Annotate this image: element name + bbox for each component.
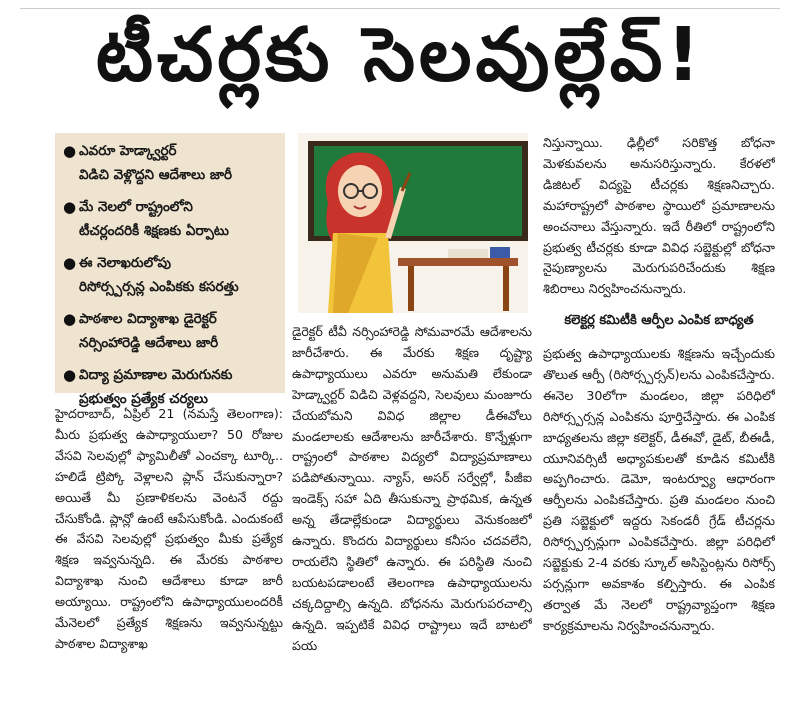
highlight-text: విద్యా ప్రమాణాల మెరుగునకు ప్రభుత్వం ప్రత్యేక చర్యలు: [79, 367, 233, 407]
teacher-illustration: [298, 133, 528, 313]
article-column-3-bottom: ప్రభుత్వ ఉపాధ్యాయులకు శిక్షణను ఇచ్చేందుకు తొలుత ఆర్పీ (రిసోర్స్పర్సన్)లను ఎంపికచేస్తారు. ఈనెల 30లోగా మండలం, జిల్లా పరిధిలో రిసోర్స్పర్సన్ల ఎంపికను పూర్తిచేస్తారు. ఈ ఎంపిక బాధ్యతలను జిల్లా కలెక్టర్, డీఈవో, డైట్, బీఈడీ, యూనివర్సిటీ అధ్యాపకులతో కూడిన కమిటీకి అప్పగించారు. డెమో, ఇంటర్వ్యూ ఆధారంగా ఆర్పీలను ఎంపికచేస్తారు. ప్రతి మండలం నుంచి ప్రతి సబ్జెక్టులో ఇద్దరు సెకండరీ గ్రేడ్ టీచర్లను రిసోర్స్పర్సన్లుగా ఎంపికచేస్తారు. జిల్లా పరిధిలో సబ్జెక్టుకు 2-4 వరకు స్కూల్ అసిస్టెంట్లను రిసోర్స్ పర్సన్లుగా అవకాశం కల్పిస్తారు. ఈ ఎంపిక తర్వాత మే నెలలో రాష్ట్రవ్యాప్తంగా శిక్షణ కార్యక్రమాలను నిర్వహించనున్నారు.: [543, 346, 775, 633]
article-column-2: డైరెక్టర్ టీవీ నర్సింహారెడ్డి సోమవారమే ఆదేశాలను జారీచేశారు. ఈ మేరకు శిక్షణ దృష్ట్యా ఉపాధ్యాయులు ఎవరూ అనుమతి లేకుండా హెడ్క్వార్టర్ విడిచి వెళ్లవద్దని, సెలవులు మంజూరు చేయబోమని వివిధ జిల్లాల డీఈవోలు మండలాలకు ఆదేశాలను జారీచేశారు. కొన్నేళ్లుగా రాష్ట్రంలో పాఠశాల విద్యలో విద్యాప్రమాణాలు పడిపోతున్నాయి. న్యాస్, అసర్ సర్వేల్లో, పీజీఐ ఇండెక్స్ సహా ఏది తీసుకున్నా ప్రాథమిక, ఉన్నత అన్న తేడాల్లేకుండా విద్యార్థులు వెనుకంజలో ఉన్నారు. కొందరు విద్యార్థులు కనీసం చదవలేని, రాయలేని స్థితిలో ఉన్నారు. ఈ పరిస్థితి నుంచి బయటపడాలంటే తెలంగాణ ఉపాధ్యాయులను చక్కదిద్దాల్సి ఉన్నది. బోధనను మెరుగుపరచాల్సి ఉన్నది. ఇప్పటికే వివిధ రాష్ట్రాలు ఇదే బాటలో పయ: [292, 324, 532, 653]
bullet-icon: ●: [63, 198, 77, 216]
highlight-item: [63, 251, 277, 299]
article-column-3-top: నిస్తున్నాయి. ఢిల్లీలో సరికొత్త బోధనా మెళకువలను అనుసరిస్తున్నారు. కేరళలో డిజిటల్ విద్యపై టీచర్లకు శిక్షణనిచ్చారు. మహారాష్ట్రలో పాఠశాల స్థాయిలో ప్రమాణాలను అంచనాలు వేస్తున్నారు. ఇదే రీతిలో రాష్ట్రంలోని ప్రభుత్వ టీచర్లకు కూడా వివిధ సబ్జెక్టుల్లో బోధనా నైపుణ్యాలను మెరుగుపరిచేందుకు శిక్షణ శిబిరాలు నిర్వహించనున్నారు.: [543, 135, 775, 297]
bullet-icon: ●: [63, 142, 77, 160]
highlight-text: ఎవరూ హెడ్క్వార్టర్ విడిచి వెళ్లొద్దని ఆదేశాలు జారీ: [79, 143, 233, 183]
highlight-text: ఈ నెలాఖరులోపు రిసోర్స్పర్సన్ల ఎంపికకు కసరత్తు: [79, 255, 239, 295]
highlight-text: పాఠశాల విద్యాశాఖ డైరెక్టర్ నర్సింహారెడ్డి ఆదేశాలు జారీ: [79, 311, 219, 351]
bullet-icon: ●: [63, 254, 77, 272]
article-column-1: హైదరాబాద్, ఏప్రిల్ 21 (నమస్తే తెలంగాణ): మీరు ప్రభుత్వ ఉపాధ్యాయులా? 50 రోజుల వేసవి సెలవుల్లో ఫ్యామిలీతో ఎంచక్కా టూర్కి.. హలిడే ట్రిప్కో వెళ్లాలని ప్లాన్ చేసుకున్నారా? అయితే మీ ప్రణాళికలను వెంటనే రద్దు చేసుకోండి. ప్లాన్లో ఉంటే ఆపేసుకోండి. ఎందుకంటే ఈ వేసవి సెలవుల్లో ప్రభుత్వం మీకు ప్రత్యేక శిక్షణ ఇవ్వనున్నది. ఈ మేరకు పాఠశాల విద్యాశాఖ నుంచి ఆదేశాలు కూడా జారీ అయ్యాయి. రాష్ట్రంలోని ఉపాధ్యాయులందరికీ మేనెలలో ప్రత్యేక శిక్షణను ఇవ్వనున్నట్టు పాఠశాల విద్యాశాఖ: [55, 406, 283, 651]
desk-top: [398, 258, 518, 266]
bullet-icon: ●: [63, 310, 77, 328]
highlight-text: మే నెలలో రాష్ట్రంలోని టీచర్లందరికీ శిక్షణకు ఏర్పాటు: [79, 199, 229, 239]
highlight-item: [63, 195, 277, 243]
book-icon: [448, 249, 488, 258]
highlight-item: [63, 139, 277, 187]
bullet-icon: ●: [63, 366, 77, 384]
section-subheading: కలెక్టర్ల కమిటీకి ఆర్పీల ఎంపిక బాధ్యత: [564, 313, 754, 328]
highlights-box: [55, 133, 285, 407]
highlight-item: [63, 307, 277, 355]
headline: టీచర్లకు సెలవుల్లేవ్!: [20, 8, 780, 119]
